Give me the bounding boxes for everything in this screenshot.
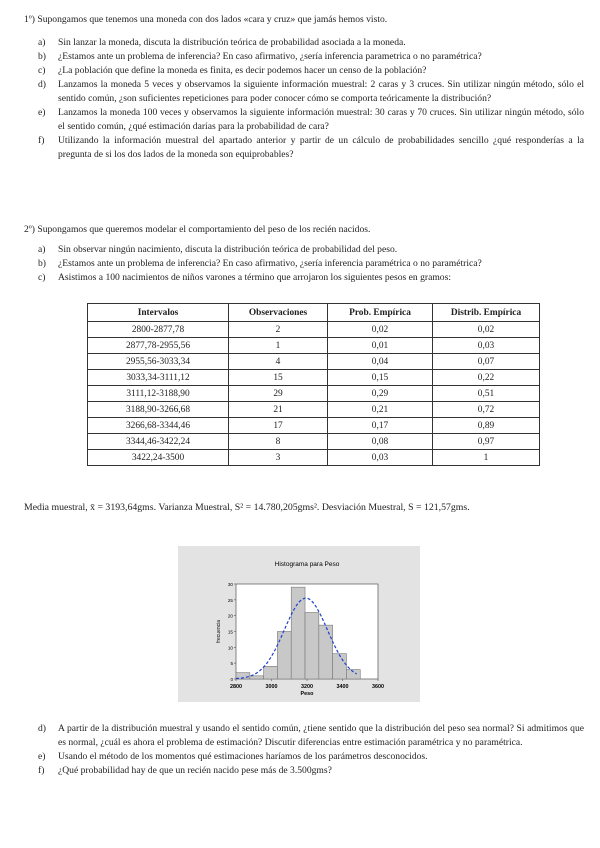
item-text: ¿Estamos ante un problema de inferencia? En caso afirmativo, ¿sería inferencia parametrica o no paramétrica? (58, 51, 482, 62)
table-cell: 15 (229, 370, 328, 386)
histogram-bar (305, 613, 319, 680)
y-tick-label: 30 (227, 582, 233, 587)
table-cell: 0,01 (328, 338, 433, 354)
x-axis-label: Peso (300, 691, 314, 697)
item-text: Sin lanzar la moneda, discuta la distribución teórica de probabilidad asociada a la moneda. (58, 37, 406, 48)
table-cell: 0,03 (328, 450, 433, 466)
table-cell: 3033,34-3111,12 (88, 370, 229, 386)
item-label: f) (38, 765, 45, 776)
table-cell: 3188,90-3266,68 (88, 402, 229, 418)
question-2-later-items (24, 722, 584, 778)
item-text: Asistimos a 100 nacimientos de niños varones a término que arrojaron los siguientes pesos en gramos: (58, 272, 452, 283)
item-text: ¿Estamos ante un problema de inferencia? En caso afirmativo, ¿sería inferencia paramétrica o no paramétrica? (58, 258, 482, 269)
table-cell: 2 (229, 322, 328, 338)
list-item (24, 764, 584, 778)
table-cell: 0,03 (433, 338, 540, 354)
list-item (24, 257, 584, 271)
table-cell: 21 (229, 402, 328, 418)
table-cell: 0,04 (328, 354, 433, 370)
item-label: b) (38, 51, 46, 62)
chart-title: Histograma para Peso (274, 561, 340, 568)
table-row (88, 386, 540, 402)
x-tick-label: 3200 (301, 684, 313, 690)
question-1-items (24, 36, 584, 162)
table-cell: 0,22 (433, 370, 540, 386)
table-cell: 3422,24-3500 (88, 450, 229, 466)
histogram-bar (346, 670, 360, 680)
table-row (88, 434, 540, 450)
list-item (24, 243, 584, 257)
table-cell: 1 (229, 338, 328, 354)
y-tick-label: 10 (227, 645, 233, 651)
list-item (24, 64, 584, 78)
x-tick-label: 3000 (265, 684, 278, 690)
item-label: c) (38, 272, 46, 283)
table-header-cell: Intervalos (88, 304, 229, 322)
list-item (24, 134, 584, 162)
list-item (24, 750, 584, 764)
table-row (88, 354, 540, 370)
histogram-bar (333, 654, 347, 679)
table-row (88, 322, 540, 338)
table-row (88, 418, 540, 434)
histogram-bar (291, 587, 305, 679)
weight-table (87, 303, 540, 466)
item-label: b) (38, 258, 46, 269)
table-cell: 2955,56-3033,34 (88, 354, 229, 370)
table-cell: 0,07 (433, 354, 540, 370)
table-cell: 0,51 (433, 386, 540, 402)
table-cell: 8 (229, 434, 328, 450)
table-cell: 0,02 (328, 322, 433, 338)
item-text: A partir de la distribución muestral y usando el sentido común, ¿tiene sentido que la distribución del peso sea normal? Si admitimos que es normal, ¿cuál es ahora el problema de estimación? Discutir diferencias entre estimación paramétrica y no paramétrica. (58, 723, 584, 748)
table-cell: 0,15 (328, 370, 433, 386)
histogram-bar (264, 666, 278, 679)
question-2-title: 2º) Supongamos que queremos modelar el comportamiento del peso de los recién nacidos. (24, 224, 371, 235)
x-tick-label: 2800 (230, 684, 242, 690)
item-label: c) (38, 65, 46, 76)
table-cell: 0,08 (328, 434, 433, 450)
item-label: e) (38, 751, 46, 762)
table-cell: 2800-2877,78 (88, 322, 229, 338)
table-cell: 0,21 (328, 402, 433, 418)
item-text: Sin observar ningún nacimiento, discuta la distribución teórica de probabilidad del peso. (58, 244, 398, 255)
table-header-cell: Distrib. Empírica (433, 304, 540, 322)
y-axis-label: frecuencia (216, 619, 222, 644)
table-cell: 1 (433, 450, 540, 466)
table-header-cell: Prob. Empírica (328, 304, 433, 322)
table-cell: 4 (229, 354, 328, 370)
table-cell: 0,72 (433, 402, 540, 418)
table-cell: 0,89 (433, 418, 540, 434)
table-cell: 3344,46-3422,24 (88, 434, 229, 450)
histogram-bar (277, 632, 291, 680)
list-item (24, 722, 584, 750)
table-row (88, 450, 540, 466)
item-label: a) (38, 37, 46, 48)
list-item (24, 78, 584, 106)
histogram-bar (319, 625, 333, 679)
x-tick-label: 3400 (336, 684, 349, 690)
y-tick-label: 0 (230, 677, 233, 682)
y-tick-label: 15 (227, 629, 233, 635)
histogram-figure (178, 546, 420, 702)
item-text: ¿La población que define la moneda es finita, es decir podemos hacer un censo de la población? (58, 65, 427, 76)
table-cell: 3111,12-3188,90 (88, 386, 229, 402)
item-label: a) (38, 244, 46, 255)
item-label: e) (38, 107, 46, 118)
table-cell: 3266,68-3344,46 (88, 418, 229, 434)
table-row (88, 338, 540, 354)
table-row (88, 370, 540, 386)
table-header-cell: Observaciones (229, 304, 328, 322)
x-tick-label: 3600 (372, 684, 384, 690)
list-item (24, 50, 584, 64)
list-item (24, 36, 584, 50)
histogram-bar (250, 676, 264, 679)
sample-statistics: Media muestral, x̄ = 3193,64gms. Varianza Muestral, S² = 14.780,205gms². Desviación Muestral, S = 121,57gms. (24, 502, 470, 513)
item-label: d) (38, 79, 46, 90)
table-cell: 0,29 (328, 386, 433, 402)
list-item (24, 271, 584, 285)
table-body (88, 322, 540, 466)
item-text: Utilizando la información muestral del apartado anterior y partir de un cálculo de probabilidades sencillo ¿qué responderías a la pregunta de si los dos lados de la moneda son equiprobables? (58, 135, 584, 160)
table-cell: 2877,78-2955,56 (88, 338, 229, 354)
question-2-items (24, 243, 584, 285)
list-item (24, 106, 584, 134)
table-cell: 3 (229, 450, 328, 466)
question-1-title: 1º) Supongamos que tenemos una moneda con dos lados «cara y cruz» que jamás hemos visto. (24, 14, 388, 25)
y-tick-label: 25 (227, 597, 233, 603)
table-cell: 0,17 (328, 418, 433, 434)
item-text: Lanzamos la moneda 5 veces y observamos la siguiente información muestral: 2 caras y 3 cruces. Sin utilizar ningún método, sólo el sentido común, ¿son suficientes repeticiones para poder conocer cómo se comporta teóricamente la distribución? (58, 79, 584, 104)
histogram-chart (178, 546, 420, 702)
table-cell: 29 (229, 386, 328, 402)
table-cell: 0,97 (433, 434, 540, 450)
item-text: Lanzamos la moneda 100 veces y observamos la siguiente información muestral: 30 caras y 70 cruces. Sin utilizar ningún método, sólo el sentido común, ¿qué estimación darías para la probabilidad de cara? (58, 107, 584, 132)
table-cell: 17 (229, 418, 328, 434)
table-row (88, 402, 540, 418)
table-cell: 0,02 (433, 322, 540, 338)
item-text: Usando el método de los momentos qué estimaciones haríamos de los parámetros desconocidos. (58, 751, 428, 762)
y-tick-label: 5 (230, 661, 233, 667)
item-label: d) (38, 723, 46, 734)
y-tick-label: 20 (227, 613, 233, 619)
item-label: f) (38, 135, 45, 146)
item-text: ¿Qué probabilidad hay de que un recién nacido pese más de 3.500gms? (58, 765, 332, 776)
table-header-row (88, 304, 540, 322)
